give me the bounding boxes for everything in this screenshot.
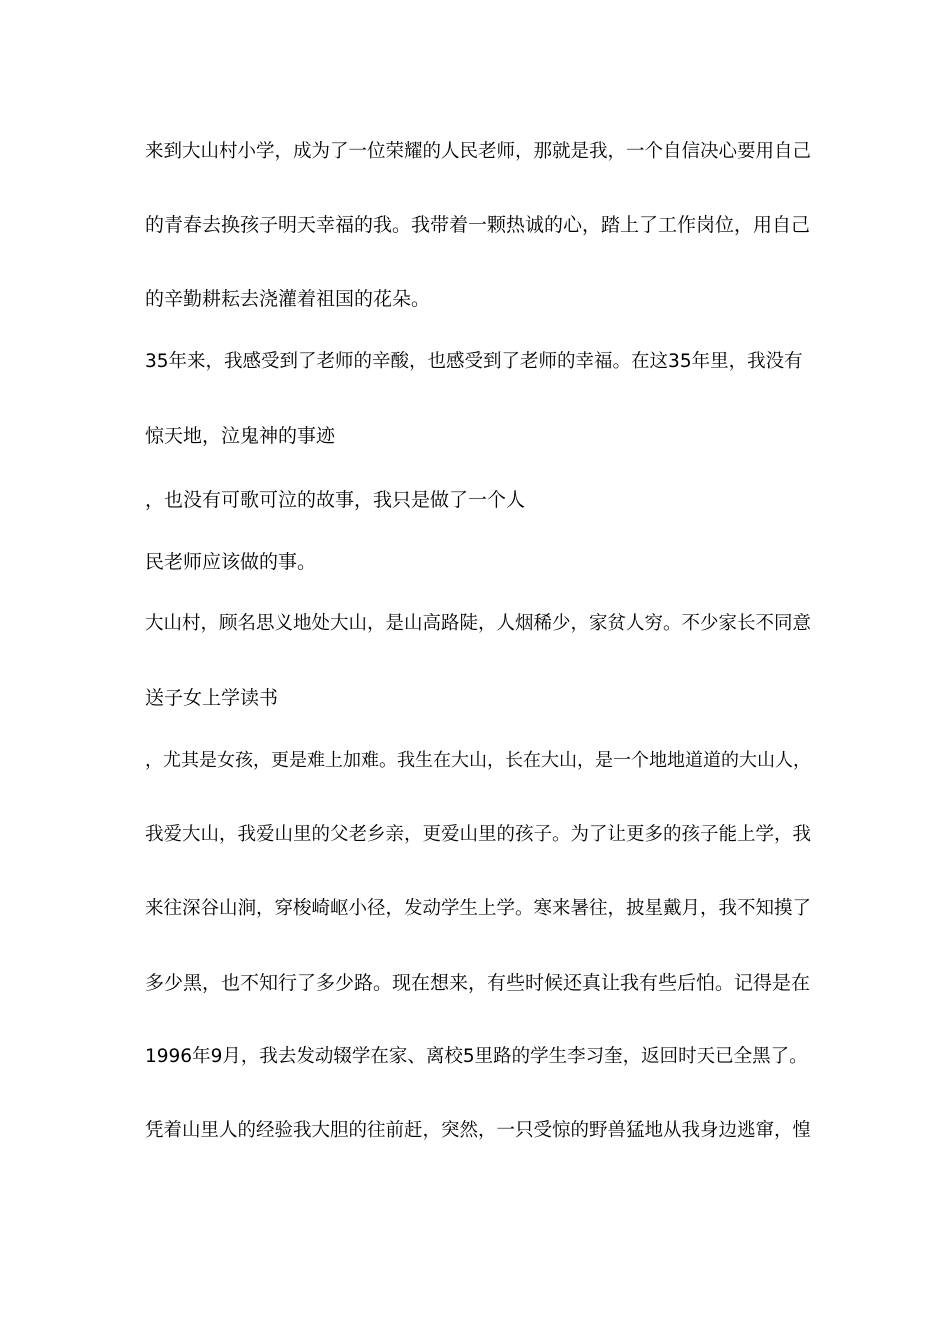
text-line-2: 的青春去换孩子明天幸福的我。我带着一颗热诚的心，踏上了工作岗位，用自己 [145, 214, 811, 236]
text-line-14: 1996年9月，我去发动辍学在家、离校5里路的学生李习奎，返回时天已全黑了。 [145, 1046, 808, 1067]
text-line-10: ，尤其是女孩，更是难上加难。我生在大山，长在大山，是一个地地道道的大山人， [145, 750, 811, 771]
text-line-13: 多少黑，也不知行了多少路。现在想来，有些时候还真让我有些后怕。记得是在 [145, 972, 811, 994]
text-line-11: 我爱大山，我爱山里的父老乡亲，更爱山里的孩子。为了让更多的孩子能上学，我 [145, 824, 812, 845]
text-line-1: 来到大山村小学，成为了一位荣耀的人民老师，那就是我，一个自信决心要用自己 [145, 141, 812, 162]
text-line-5: 惊天地，泣鬼神的事迹 [145, 425, 336, 447]
text-line-8: 大山村，顾名思义地处大山，是山高路陡，人烟稀少，家贫人穷。不少家长不同意 [145, 613, 812, 634]
text-line-6: ，也没有可歌可泣的故事，我只是做了一个人 [145, 489, 526, 511]
text-line-4: 35年来，我感受到了老师的辛酸，也感受到了老师的幸福。在这35年里，我没有 [145, 351, 803, 372]
text-line-9: 送子女上学读书 [145, 687, 279, 709]
text-line-7: 民老师应该做的事。 [145, 551, 317, 573]
text-line-3: 的辛勤耕耘去浇灌着祖国的花朵。 [145, 288, 431, 310]
text-line-15: 凭着山里人的经验我大胆的往前赶，突然，一只受惊的野兽猛地从我身边逃窜，惶 [145, 1120, 812, 1141]
text-line-12: 来往深谷山涧，穿梭崎岖小径，发动学生上学。寒来暑往，披星戴月，我不知摸了 [145, 898, 812, 919]
